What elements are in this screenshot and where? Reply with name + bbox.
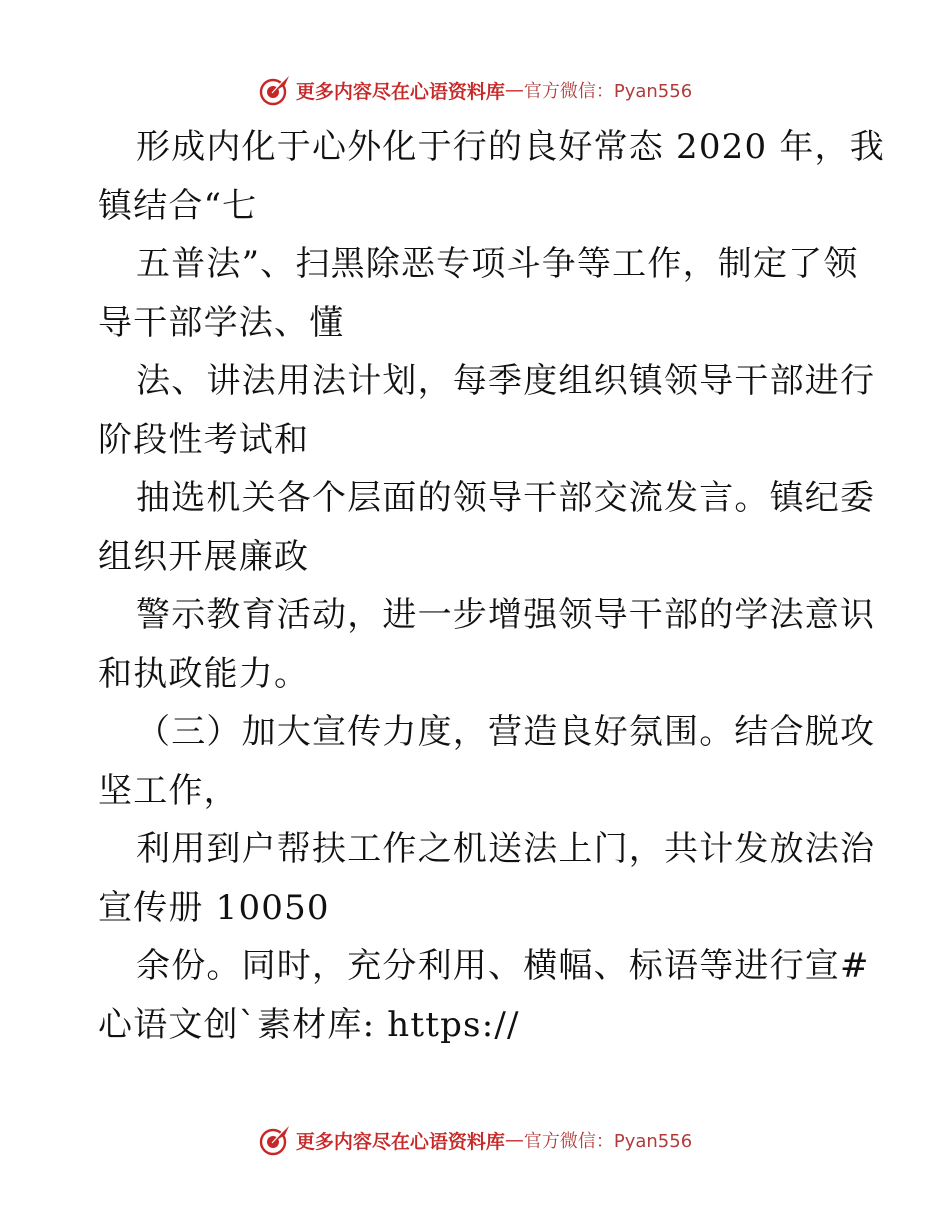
body-text-line: 警示教育活动，进一步增强领导干部的学法意识	[136, 595, 876, 635]
body-text-line: 和执政能力。	[98, 653, 310, 694]
document-body	[98, 118, 885, 1054]
separator-dash: —	[504, 1129, 524, 1151]
body-text-line: 导干部学法、懂	[98, 302, 345, 343]
body-text-line: 形成内化于心外化于行的良好常态 2020 年，我	[136, 127, 885, 167]
footer-banner	[0, 1120, 950, 1160]
body-text-line: 心语文创`素材库: https://	[98, 1004, 520, 1045]
separator-dash: —	[504, 79, 524, 101]
promo-text: 更多内容尽在心语资料库	[295, 1130, 505, 1153]
red-quill-logo-icon	[258, 1123, 292, 1157]
body-text-line: 组织开展廉政	[98, 536, 310, 577]
red-quill-logo-icon	[258, 73, 292, 107]
header-banner	[0, 70, 950, 110]
body-text-line: 利用到户帮扶工作之机送法上门，共计发放法治	[136, 829, 876, 869]
body-text-line: 阶段性考试和	[98, 419, 310, 460]
body-text-line: 坚工作，	[98, 770, 239, 811]
wechat-id-text: 官方微信：Pyan556	[523, 81, 693, 102]
body-text-line: （三）加大宣传力度，营造良好氛围。结合脱攻	[136, 712, 876, 752]
body-text-line: 法、讲法用法计划，每季度组织镇领导干部进行	[136, 361, 876, 401]
body-text-line: 余份。同时，充分利用、横幅、标语等进行宣#	[136, 946, 870, 986]
promo-text: 更多内容尽在心语资料库	[295, 80, 505, 103]
body-text-line: 五普法”、扫黑除恶专项斗争等工作，制定了领	[136, 244, 859, 284]
body-text-line: 镇结合“七	[98, 185, 258, 226]
wechat-id-text: 官方微信：Pyan556	[523, 1131, 693, 1152]
body-text-line: 抽选机关各个层面的领导干部交流发言。镇纪委	[136, 478, 876, 518]
body-text-line: 宣传册 10050	[98, 887, 330, 928]
